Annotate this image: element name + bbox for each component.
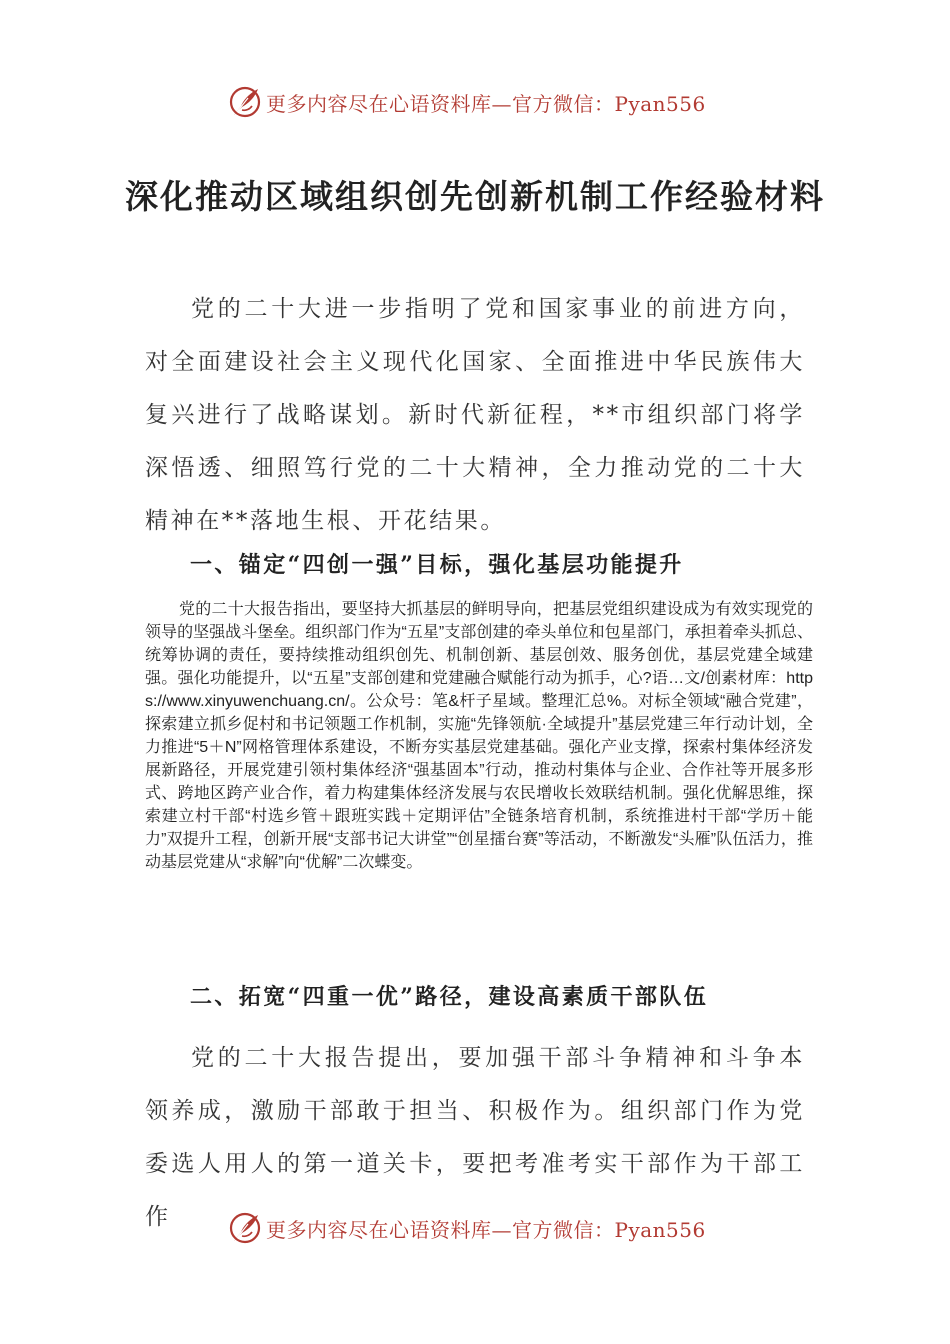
section-1-heading: 一、锚定“四创一强”目标，强化基层功能提升	[190, 552, 684, 578]
watermark-banner-bottom	[0, 1208, 950, 1248]
quill-logo-icon	[228, 85, 262, 119]
section-2-body: 党的二十大报告提出，要加强干部斗争精神和斗争本领养成，激励干部敢于担当、积极作为。组织部门作为党委选人用人的第一道关卡，要把考准考实干部作为干部工作	[145, 1045, 805, 1230]
watermark-banner-content	[228, 1208, 706, 1248]
document-title: 深化推动区域组织创先创新机制工作经验材料	[125, 177, 825, 216]
intro-paragraph: 党的二十大进一步指明了党和国家事业的前进方向，对全面建设社会主义现代化国家、全面推进中华民族伟大复兴进行了战略谋划。新时代新征程，**市组织部门将学深悟透、细照笃行党的二十大精神，全力推动党的二十大精神在**落地生根、开花结果。	[145, 296, 805, 534]
quill-logo-icon	[228, 1211, 262, 1245]
watermark-banner-top	[0, 82, 950, 122]
section-2-heading: 二、拓宽“四重一优”路径，建设高素质干部队伍	[190, 984, 709, 1010]
section-1-body: 党的二十大报告指出，要坚持大抓基层的鲜明导向，把基层党组织建设成为有效实现党的领导的坚强战斗堡垒。组织部门作为“五星”支部创建的牵头单位和包星部门，承担着牵头抓总、统筹协调的责任，要持续推动组织创先、机制创新、基层创效、服务创优，基层党建全域建强。强化功能提升，以“五星”支部创建和党建融合赋能行动为抓手，心?语…文/创素材库：https://www.xinyuwenchuang.cn/。公众号：笔&杆子星域。整理汇总%。对标全领域“融合党建”，探索建立抓乡促村和书记领题工作机制，实施“先锋领航·全域提升”基层党建三年行动计划，全力推进“5＋N”网格管理体系建设，不断夯实基层党建基础。强化产业支撑，探索村集体经济发展新路径，开展党建引领村集体经济“强基固本”行动，推动村集体与企业、合作社等开展多形式、跨地区跨产业合作，着力构建集体经济发展与农民增收长效联结机制。强化优解思维，探索建立村干部“村选乡管＋跟班实践＋定期评估”全链条培育机制，系统推进村干部“学历＋能力”双提升工程，创新开展“支部书记大讲堂”“创星擂台赛”等活动，不断激发“头雁”队伍活力，推动基层党建从“求解”向“优解”二次蝶变。	[145, 601, 813, 871]
watermark-banner-content	[228, 82, 706, 122]
watermark-text: 更多内容尽在心语资料库—官方微信：Pyan556	[266, 1217, 706, 1242]
watermark-text: 更多内容尽在心语资料库—官方微信：Pyan556	[266, 91, 706, 116]
